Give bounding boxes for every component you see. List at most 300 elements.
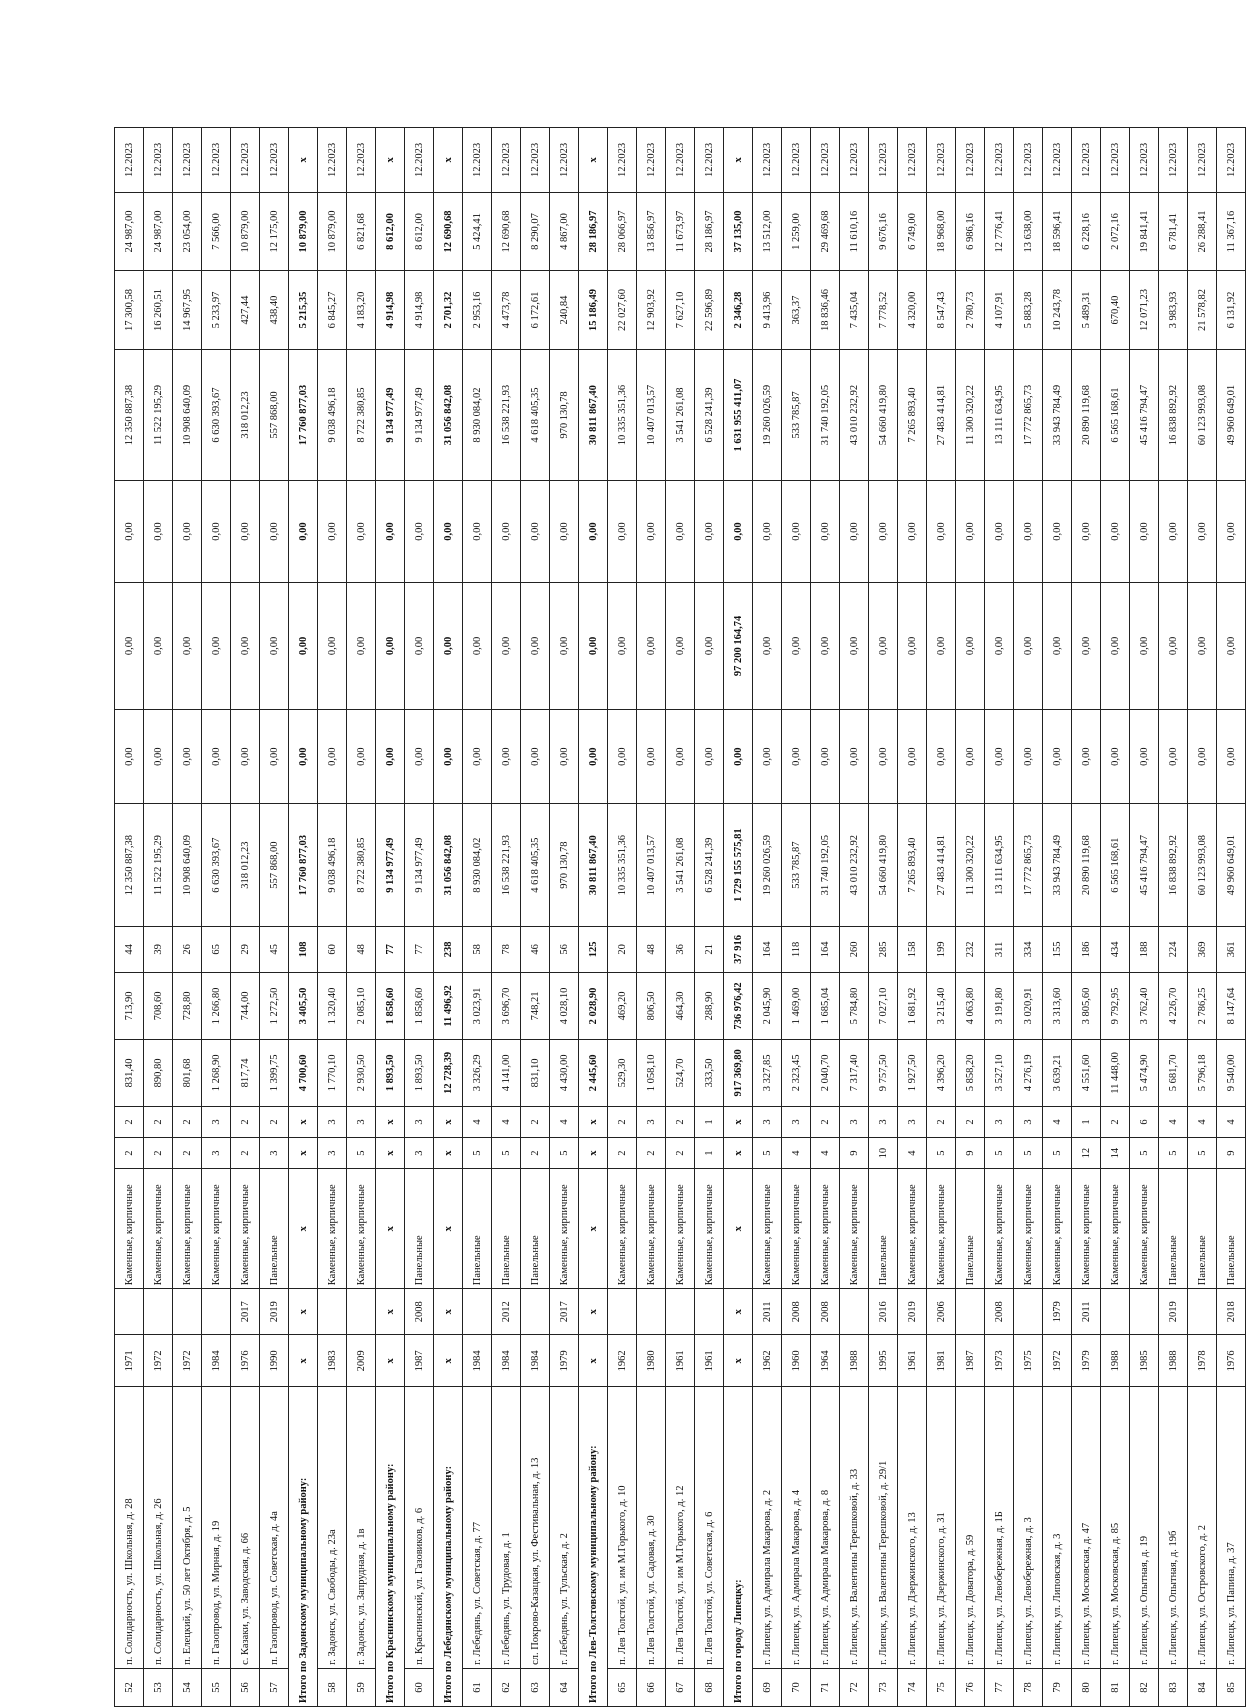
cell-ppl: 48 [347, 926, 376, 972]
cell-c4: 0,00 [898, 481, 927, 583]
cell-addr: г. Липецк, ул. Папина, д. 37 [1217, 1387, 1246, 1669]
cell-a1: 831,10 [521, 1039, 550, 1106]
table-row [927, 128, 956, 1707]
cell-c3: 0,00 [1101, 582, 1130, 709]
cell-n: 54 [173, 1668, 202, 1706]
cell-u1: 2 701,32 [434, 271, 463, 349]
cell-c1: 1 729 155 575,81 [724, 804, 753, 926]
cell-ppl: 369 [1188, 926, 1217, 972]
cell-dt: x [376, 128, 405, 193]
cell-fl: 3 [318, 1138, 347, 1169]
cell-c2: 0,00 [811, 709, 840, 804]
cell-c2: 0,00 [521, 709, 550, 804]
cell-c4: 0,00 [840, 481, 869, 583]
cell-fl: 4 [782, 1138, 811, 1169]
cell-fl: 9 [1217, 1138, 1246, 1169]
cell-a1: 5 681,70 [1159, 1039, 1188, 1106]
cell-c4: 0,00 [811, 481, 840, 583]
cell-c4: 0,00 [1043, 481, 1072, 583]
cell-a1: 4 141,00 [492, 1039, 521, 1106]
cell-dt: 12.2023 [898, 128, 927, 193]
cell-n: 81 [1101, 1668, 1130, 1706]
cell-a1: 3 327,85 [753, 1039, 782, 1106]
cell-c3: 0,00 [579, 582, 608, 709]
cell-y1: x [376, 1335, 405, 1387]
cell-dt: 12.2023 [115, 128, 144, 193]
cell-n: 57 [260, 1668, 289, 1706]
cell-c2: 0,00 [753, 709, 782, 804]
cell-fl: 5 [1014, 1138, 1043, 1169]
cell-ppl: 65 [202, 926, 231, 972]
cell-c3: 0,00 [1130, 582, 1159, 709]
cell-addr: сл. Покрово-Казацкая, ул. Фестивальная, д. 13 [521, 1387, 550, 1669]
cell-ppl: 77 [376, 926, 405, 972]
cell-u1: 8 547,43 [927, 271, 956, 349]
cell-ent: 3 [318, 1106, 347, 1137]
cell-y2: 2017 [231, 1289, 260, 1335]
cell-ent: 2 [173, 1106, 202, 1137]
cell-addr: п. Лев Толстой, ул. Советская, д. 6 [695, 1387, 724, 1669]
table-row [695, 128, 724, 1707]
cell-ent: 3 [840, 1106, 869, 1137]
cell-y2 [956, 1289, 985, 1335]
cell-y1: x [289, 1335, 318, 1387]
cell-dt: x [724, 128, 753, 193]
cell-u2: 8 612,00 [376, 192, 405, 270]
cell-addr: г. Липецк, ул. Московская, д. 85 [1101, 1387, 1130, 1669]
cell-fl: 5 [492, 1138, 521, 1169]
cell-y2 [1014, 1289, 1043, 1335]
cell-a2: 1 320,40 [318, 972, 347, 1039]
cell-addr: г. Липецк, ул. Адмирала Макарова, д. 8 [811, 1387, 840, 1669]
cell-c2: 0,00 [405, 709, 434, 804]
cell-a2: 3 762,40 [1130, 972, 1159, 1039]
cell-a2: 708,60 [144, 972, 173, 1039]
cell-fl: 9 [956, 1138, 985, 1169]
cell-u1: 363,37 [782, 271, 811, 349]
cell-y2: 2019 [1159, 1289, 1188, 1335]
cell-ent: 1 [695, 1106, 724, 1137]
cell-a1: 1 893,50 [376, 1039, 405, 1106]
cell-dt: 12.2023 [260, 128, 289, 193]
cell-u1: 22 027,60 [608, 271, 637, 349]
cell-mat: Каменные, кирпичные [144, 1169, 173, 1289]
cell-n: 56 [231, 1668, 260, 1706]
cell-addr: г. Липецк, ул. Валентины Терешковой, д. 29/1 [869, 1387, 898, 1669]
cell-c5: 970 130,78 [550, 349, 579, 481]
cell-c4: 0,00 [463, 481, 492, 583]
cell-u2: 28 066,97 [608, 192, 637, 270]
cell-mat: Каменные, кирпичные [782, 1169, 811, 1289]
cell-u1: 6 845,27 [318, 271, 347, 349]
cell-c2: 0,00 [289, 709, 318, 804]
cell-y1: x [579, 1335, 608, 1387]
subtotal-label: Итого по Лебедянскому муниципальному району: [434, 1387, 463, 1707]
cell-a1: 1 399,75 [260, 1039, 289, 1106]
cell-mat: Каменные, кирпичные [1130, 1169, 1159, 1289]
cell-dt: 12.2023 [666, 128, 695, 193]
cell-ppl: 260 [840, 926, 869, 972]
cell-n: 82 [1130, 1668, 1159, 1706]
cell-y1: x [724, 1335, 753, 1387]
cell-c4: 0,00 [521, 481, 550, 583]
cell-c2: 0,00 [869, 709, 898, 804]
cell-c3: 0,00 [347, 582, 376, 709]
cell-c4: 0,00 [376, 481, 405, 583]
table-row [115, 128, 144, 1707]
cell-y1: 1987 [956, 1335, 985, 1387]
cell-u2: 13 856,97 [637, 192, 666, 270]
cell-dt: 12.2023 [405, 128, 434, 193]
cell-a1: 1 268,90 [202, 1039, 231, 1106]
cell-ppl: 44 [115, 926, 144, 972]
cell-y1: 1972 [144, 1335, 173, 1387]
cell-n: 74 [898, 1668, 927, 1706]
cell-addr: п. Солидарность, ул. Школьная, д. 28 [115, 1387, 144, 1669]
cell-y1: 1985 [1130, 1335, 1159, 1387]
cell-a1: 2 445,60 [579, 1039, 608, 1106]
cell-y1: 1962 [753, 1335, 782, 1387]
cell-a2: 736 976,42 [724, 972, 753, 1039]
cell-mat: Каменные, кирпичные [811, 1169, 840, 1289]
cell-fl: 5 [347, 1138, 376, 1169]
cell-c5: 19 260 026,59 [753, 349, 782, 481]
cell-c3: 0,00 [434, 582, 463, 709]
cell-fl: 3 [260, 1138, 289, 1169]
cell-c3: 0,00 [521, 582, 550, 709]
cell-fl: 5 [1159, 1138, 1188, 1169]
cell-c5: 49 960 649,01 [1217, 349, 1246, 481]
cell-u1: 4 183,20 [347, 271, 376, 349]
cell-y1: x [434, 1335, 463, 1387]
cell-c2: 0,00 [927, 709, 956, 804]
cell-c1: 533 785,87 [782, 804, 811, 926]
cell-ppl: 224 [1159, 926, 1188, 972]
cell-n: 69 [753, 1668, 782, 1706]
cell-mat: Каменные, кирпичные [115, 1169, 144, 1289]
cell-ppl: 26 [173, 926, 202, 972]
table-row [144, 128, 173, 1707]
cell-ent: x [289, 1106, 318, 1137]
cell-a2: 4 028,10 [550, 972, 579, 1039]
cell-c1: 6 528 241,39 [695, 804, 724, 926]
cell-c5: 60 123 993,08 [1188, 349, 1217, 481]
cell-ppl: 29 [231, 926, 260, 972]
cell-ppl: 285 [869, 926, 898, 972]
cell-c4: 0,00 [1101, 481, 1130, 583]
cell-u1: 21 578,82 [1188, 271, 1217, 349]
cell-u2: 6 228,16 [1072, 192, 1101, 270]
cell-y2: 2006 [927, 1289, 956, 1335]
cell-a2: 3 023,91 [463, 972, 492, 1039]
cell-n: 80 [1072, 1668, 1101, 1706]
cell-y1: 1995 [869, 1335, 898, 1387]
cell-addr: г. Липецк, ул. Левобережная, д. 3 [1014, 1387, 1043, 1669]
cell-y2: x [724, 1289, 753, 1335]
cell-mat: x [376, 1169, 405, 1289]
cell-addr: г. Липецк, ул. Опытная, д. 19б [1159, 1387, 1188, 1669]
cell-c3: 0,00 [1188, 582, 1217, 709]
cell-c3: 0,00 [463, 582, 492, 709]
cell-c4: 0,00 [115, 481, 144, 583]
table-row [202, 128, 231, 1707]
subtotal-row [376, 128, 405, 1707]
cell-n: 70 [782, 1668, 811, 1706]
cell-c2: 0,00 [840, 709, 869, 804]
cell-ppl: 199 [927, 926, 956, 972]
cell-c1: 10 335 351,36 [608, 804, 637, 926]
cell-y1: 1988 [1159, 1335, 1188, 1387]
cell-y1: 1973 [985, 1335, 1014, 1387]
cell-u2: 5 424,41 [463, 192, 492, 270]
cell-c3: 0,00 [840, 582, 869, 709]
cell-dt: 12.2023 [695, 128, 724, 193]
cell-mat: Каменные, кирпичные [1014, 1169, 1043, 1289]
cell-n: 61 [463, 1668, 492, 1706]
cell-n: 59 [347, 1668, 376, 1706]
cell-c5: 6 630 393,67 [202, 349, 231, 481]
cell-c4: 0,00 [492, 481, 521, 583]
cell-a2: 744,00 [231, 972, 260, 1039]
cell-c1: 17 772 865,73 [1014, 804, 1043, 926]
table-row [1188, 128, 1217, 1707]
cell-a1: 801,68 [173, 1039, 202, 1106]
cell-c1: 557 868,00 [260, 804, 289, 926]
table-row [1159, 128, 1188, 1707]
cell-addr: г. Липецк, ул. Адмирала Макарова, д. 2 [753, 1387, 782, 1669]
subtotal-label: Итого по Краснинскому муниципальному району: [376, 1387, 405, 1707]
cell-u2: 11 673,97 [666, 192, 695, 270]
cell-c1: 8 930 084,02 [463, 804, 492, 926]
cell-ppl: 434 [1101, 926, 1130, 972]
cell-fl: 5 [927, 1138, 956, 1169]
cell-c1: 318 012,23 [231, 804, 260, 926]
cell-addr: с. Казаки, ул. Заводская, д. 66 [231, 1387, 260, 1669]
cell-u1: 2 346,28 [724, 271, 753, 349]
cell-addr: п. Лев Толстой, ул. им М.Горького, д. 10 [608, 1387, 637, 1669]
cell-dt: 12.2023 [956, 128, 985, 193]
cell-a1: 831,40 [115, 1039, 144, 1106]
cell-mat: Панельные [260, 1169, 289, 1289]
cell-y1: 1962 [608, 1335, 637, 1387]
cell-n: 83 [1159, 1668, 1188, 1706]
cell-mat: Каменные, кирпичные [318, 1169, 347, 1289]
cell-c1: 60 123 993,08 [1188, 804, 1217, 926]
cell-c3: 0,00 [637, 582, 666, 709]
cell-u2: 19 841,41 [1130, 192, 1159, 270]
cell-c5: 10 407 013,57 [637, 349, 666, 481]
cell-mat: Панельные [956, 1169, 985, 1289]
cell-y1: 1978 [1188, 1335, 1217, 1387]
cell-a2: 3 215,40 [927, 972, 956, 1039]
cell-c5: 10 908 640,09 [173, 349, 202, 481]
cell-addr: г. Липецк, ул. Липовская, д. 3 [1043, 1387, 1072, 1669]
cell-u1: 5 215,35 [289, 271, 318, 349]
cell-a1: 529,30 [608, 1039, 637, 1106]
cell-u1: 240,84 [550, 271, 579, 349]
cell-y2 [521, 1289, 550, 1335]
cell-a1: 4 430,00 [550, 1039, 579, 1106]
cell-a1: 524,70 [666, 1039, 695, 1106]
cell-c5: 8 722 380,85 [347, 349, 376, 481]
cell-c3: 0,00 [869, 582, 898, 709]
cell-y1: 1981 [927, 1335, 956, 1387]
cell-a1: 2 323,45 [782, 1039, 811, 1106]
cell-y2: 2012 [492, 1289, 521, 1335]
cell-dt: 12.2023 [1188, 128, 1217, 193]
cell-y2 [1130, 1289, 1159, 1335]
cell-c1: 30 811 867,40 [579, 804, 608, 926]
cell-c2: 0,00 [898, 709, 927, 804]
cell-fl: x [376, 1138, 405, 1169]
cell-c4: 0,00 [550, 481, 579, 583]
cell-c4: 0,00 [724, 481, 753, 583]
cell-addr: г. Липецк, ул. Островского, д. 2 [1188, 1387, 1217, 1669]
cell-u2: 8 290,07 [521, 192, 550, 270]
cell-a2: 748,21 [521, 972, 550, 1039]
cell-c3: 0,00 [927, 582, 956, 709]
cell-c1: 31 740 192,05 [811, 804, 840, 926]
cell-c1: 6 565 168,61 [1101, 804, 1130, 926]
cell-mat: Каменные, кирпичные [753, 1169, 782, 1289]
cell-a1: 3 639,21 [1043, 1039, 1072, 1106]
cell-u2: 6 749,00 [898, 192, 927, 270]
cell-u2: 26 288,41 [1188, 192, 1217, 270]
cell-ent: 4 [1217, 1106, 1246, 1137]
cell-y1: 1983 [318, 1335, 347, 1387]
cell-c3: 0,00 [1043, 582, 1072, 709]
cell-dt: 12.2023 [492, 128, 521, 193]
cell-c5: 13 111 634,95 [985, 349, 1014, 481]
cell-n: 73 [869, 1668, 898, 1706]
cell-c4: 0,00 [173, 481, 202, 583]
cell-n: 71 [811, 1668, 840, 1706]
cell-n: 78 [1014, 1668, 1043, 1706]
cell-ent: 3 [637, 1106, 666, 1137]
cell-y2: 1979 [1043, 1289, 1072, 1335]
cell-a2: 2 085,10 [347, 972, 376, 1039]
cell-fl: 5 [1043, 1138, 1072, 1169]
cell-y2: 2008 [405, 1289, 434, 1335]
cell-y2: 2008 [782, 1289, 811, 1335]
cell-dt: 12.2023 [1217, 128, 1246, 193]
cell-u1: 14 967,95 [173, 271, 202, 349]
cell-y1: 2009 [347, 1335, 376, 1387]
cell-mat: Каменные, кирпичные [231, 1169, 260, 1289]
cell-y2 [1101, 1289, 1130, 1335]
cell-ppl: 46 [521, 926, 550, 972]
cell-c4: 0,00 [1130, 481, 1159, 583]
cell-mat: Каменные, кирпичные [550, 1169, 579, 1289]
cell-c3: 0,00 [666, 582, 695, 709]
cell-a1: 4 396,20 [927, 1039, 956, 1106]
cell-dt: 12.2023 [202, 128, 231, 193]
cell-mat: Каменные, кирпичные [608, 1169, 637, 1289]
cell-ent: 3 [869, 1106, 898, 1137]
cell-u2: 28 186,97 [695, 192, 724, 270]
table-row [1043, 128, 1072, 1707]
cell-a2: 728,80 [173, 972, 202, 1039]
cell-c3: 0,00 [260, 582, 289, 709]
cell-c5: 10 335 351,36 [608, 349, 637, 481]
table-row [1130, 128, 1159, 1707]
cell-c3: 0,00 [492, 582, 521, 709]
cell-mat: Каменные, кирпичные [985, 1169, 1014, 1289]
cell-a1: 1 893,50 [405, 1039, 434, 1106]
cell-ppl: 20 [608, 926, 637, 972]
cell-c1: 49 960 649,01 [1217, 804, 1246, 926]
cell-a2: 3 313,60 [1043, 972, 1072, 1039]
cell-y1: 1988 [840, 1335, 869, 1387]
cell-a2: 4 226,70 [1159, 972, 1188, 1039]
cell-ppl: 78 [492, 926, 521, 972]
cell-u1: 4 473,78 [492, 271, 521, 349]
table-row [608, 128, 637, 1707]
cell-c3: 0,00 [811, 582, 840, 709]
cell-n: 84 [1188, 1668, 1217, 1706]
table-row [1101, 128, 1130, 1707]
cell-mat: Каменные, кирпичные [840, 1169, 869, 1289]
cell-c1: 10 407 013,57 [637, 804, 666, 926]
cell-n: 62 [492, 1668, 521, 1706]
cell-u1: 12 071,23 [1130, 271, 1159, 349]
cell-a2: 1 858,60 [376, 972, 405, 1039]
cell-mat: Каменные, кирпичные [1072, 1169, 1101, 1289]
cell-c4: 0,00 [231, 481, 260, 583]
cell-ppl: 232 [956, 926, 985, 972]
cell-fl: 2 [637, 1138, 666, 1169]
cell-u2: 37 135,00 [724, 192, 753, 270]
cell-dt: x [434, 128, 463, 193]
cell-u2: 18 596,41 [1043, 192, 1072, 270]
cell-mat: Панельные [492, 1169, 521, 1289]
cell-y1: 1972 [173, 1335, 202, 1387]
cell-a1: 333,50 [695, 1039, 724, 1106]
cell-ent: 2 [1101, 1106, 1130, 1137]
cell-c4: 0,00 [202, 481, 231, 583]
cell-addr: п. Елецкий, ул. 50 лет Октября, д. 5 [173, 1387, 202, 1669]
cell-n: 77 [985, 1668, 1014, 1706]
cell-u1: 5 233,97 [202, 271, 231, 349]
cell-y1: 1961 [666, 1335, 695, 1387]
cell-ent: 3 [1014, 1106, 1043, 1137]
cell-ent: 3 [782, 1106, 811, 1137]
cell-u1: 427,44 [231, 271, 260, 349]
cell-u1: 4 107,91 [985, 271, 1014, 349]
table-row [637, 128, 666, 1707]
table-row [521, 128, 550, 1707]
cell-u1: 3 983,93 [1159, 271, 1188, 349]
cell-c3: 0,00 [405, 582, 434, 709]
cell-c4: 0,00 [985, 481, 1014, 583]
cell-y2: 2019 [898, 1289, 927, 1335]
cell-c2: 0,00 [1043, 709, 1072, 804]
table-row [405, 128, 434, 1707]
cell-c5: 318 012,23 [231, 349, 260, 481]
cell-c2: 0,00 [1217, 709, 1246, 804]
cell-c5: 6 528 241,39 [695, 349, 724, 481]
cell-u1: 6 172,61 [521, 271, 550, 349]
cell-c5: 45 416 794,47 [1130, 349, 1159, 481]
cell-n: 66 [637, 1668, 666, 1706]
cell-dt: 12.2023 [1014, 128, 1043, 193]
cell-c2: 0,00 [579, 709, 608, 804]
cell-ppl: 188 [1130, 926, 1159, 972]
table-row [956, 128, 985, 1707]
cell-c1: 6 630 393,67 [202, 804, 231, 926]
cell-dt: 12.2023 [231, 128, 260, 193]
cell-mat: Панельные [521, 1169, 550, 1289]
